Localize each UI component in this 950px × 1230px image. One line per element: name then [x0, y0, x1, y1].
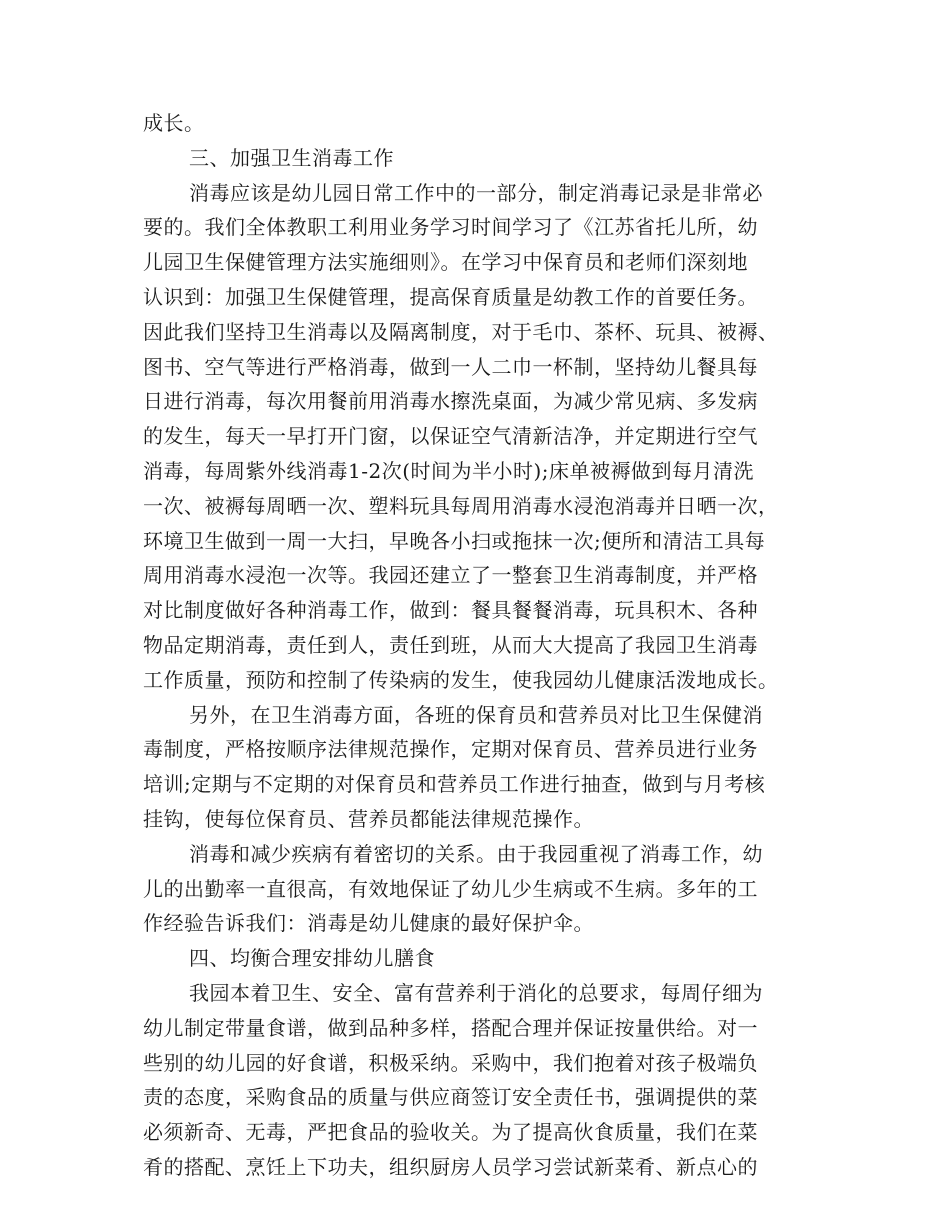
text-line: 肴的搭配、烹饪上下功夫，组织厨房人员学习尝试新菜肴、新点心的 [143, 1154, 758, 1179]
text-line: 日进行消毒，每次用餐前用消毒水擦洗桌面，为减少常见病、多发病 [143, 389, 758, 414]
text-line: 些别的幼儿园的好食谱，积极采纳。采购中，我们抱着对孩子极端负 [143, 1050, 758, 1075]
text-line: 儿的出勤率一直很高，有效地保证了幼儿少生病或不生病。多年的工 [143, 876, 758, 901]
text-line: 消毒和减少疾病有着密切的关系。由于我园重视了消毒工作，幼 [189, 841, 763, 866]
text-line: 培训;定期与不定期的对保育员和营养员工作进行抽查，做到与月考核 [143, 772, 766, 797]
text-line: 对比制度做好各种消毒工作，做到：餐具餐餐消毒，玩具积木、各种 [143, 598, 758, 623]
text-line: 的发生，每天一早打开门窗，以保证空气清新洁净，并定期进行空气 [143, 424, 758, 449]
text-line: 我园本着卫生、安全、富有营养利于消化的总要求，每周仔细为 [189, 980, 763, 1005]
text-line: 四、均衡合理安排幼儿膳食 [189, 946, 435, 971]
text-line: 儿园卫生保健管理方法实施细则》。在学习中保育员和老师们深刻地 [143, 250, 748, 275]
text-line: 三、加强卫生消毒工作 [189, 145, 394, 170]
text-line: 幼儿制定带量食谱，做到品种多样，搭配合理并保证按量供给。对一 [143, 1015, 758, 1040]
text-line: 挂钩，使每位保育员、营养员都能法律规范操作。 [143, 806, 594, 831]
document-body [143, 106, 813, 1185]
text-line: 因此我们坚持卫生消毒以及隔离制度，对于毛巾、茶杯、玩具、被褥、 [143, 319, 779, 344]
text-line: 作经验告诉我们：消毒是幼儿健康的最好保护伞。 [143, 911, 594, 936]
text-line: 周用消毒水浸泡一次等。我园还建立了一整套卫生消毒制度，并严格 [143, 563, 758, 588]
text-line: 消毒，每周紫外线消毒1-2次(时间为半小时);床单被褥做到每月清洗 [143, 458, 755, 483]
text-line: 认识到：加强卫生保健管理，提高保育质量是幼教工作的首要任务。 [143, 284, 758, 309]
text-line: 另外，在卫生消毒方面，各班的保育员和营养员对比卫生保健消 [189, 702, 763, 727]
text-line: 必须新奇、无毒，严把食品的验收关。为了提高伙食质量，我们在菜 [143, 1120, 758, 1145]
text-line: 消毒应该是幼儿园日常工作中的一部分，制定消毒记录是非常必 [189, 180, 763, 205]
text-line: 一次、被褥每周晒一次、塑料玩具每周用消毒水浸泡消毒并日晒一次， [143, 493, 779, 518]
text-line: 环境卫生做到一周一大扫，早晚各小扫或拖抹一次;便所和清洁工具每 [143, 528, 766, 553]
text-line: 成长。 [143, 111, 205, 135]
text-line: 图书、空气等进行严格消毒，做到一人二巾一杯制，坚持幼儿餐具每 [143, 354, 758, 379]
text-line: 责的态度，采购食品的质量与供应商签订安全责任书，强调提供的菜 [143, 1085, 758, 1110]
text-line: 毒制度，严格按顺序法律规范操作，定期对保育员、营养员进行业务 [143, 737, 758, 762]
text-line: 物品定期消毒，责任到人，责任到班，从而大大提高了我园卫生消毒 [143, 632, 758, 657]
text-line: 要的。我们全体教职工利用业务学习时间学习了《江苏省托儿所，幼 [143, 215, 758, 240]
text-line: 工作质量，预防和控制了传染病的发生，使我园幼儿健康活泼地成长。 [143, 667, 779, 692]
